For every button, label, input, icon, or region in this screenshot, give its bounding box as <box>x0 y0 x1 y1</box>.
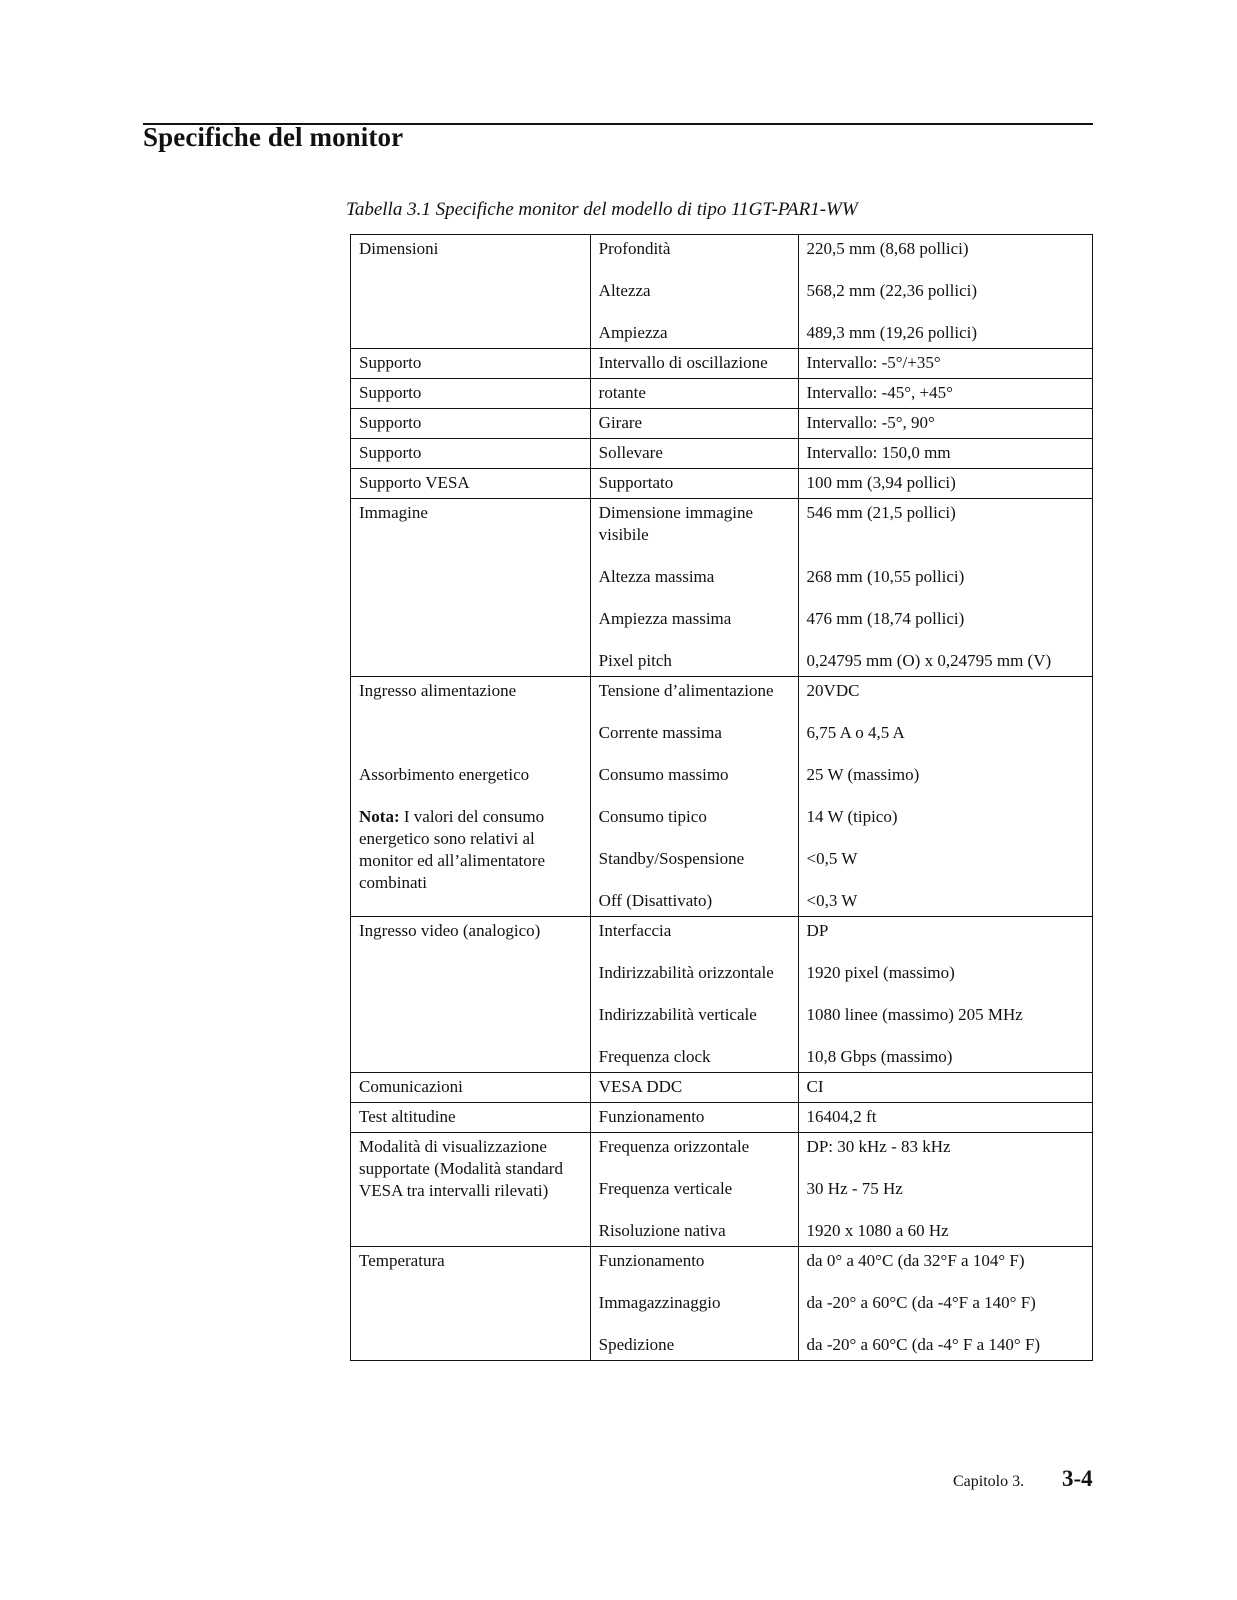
category-cell <box>351 439 591 469</box>
category-label: Supporto <box>359 353 422 372</box>
spec-item: rotante <box>598 383 646 402</box>
category-label: Modalità di visualizzazione supportate (Modalità standard VESA tra intervalli rilevati) <box>359 1137 563 1200</box>
spec-item: Frequenza clock <box>598 1047 711 1066</box>
spec-value: 16404,2 ft <box>806 1107 877 1126</box>
category-label: Supporto VESA <box>359 473 470 492</box>
spec-value: 30 Hz - 75 Hz <box>806 1179 903 1198</box>
spec-value: Intervallo: -5°/+35° <box>806 353 941 372</box>
spec-item: Off (Disattivato) <box>598 891 713 910</box>
category-cell <box>351 1247 591 1361</box>
table-row <box>351 379 1093 409</box>
category-label: Temperatura <box>359 1251 445 1270</box>
spec-item: Sollevare <box>598 443 663 462</box>
value-cell <box>798 349 1092 379</box>
category-label: Supporto <box>359 383 422 402</box>
category-cell <box>351 1073 591 1103</box>
spec-item: Pixel pitch <box>598 651 672 670</box>
spec-item: Indirizzabilità verticale <box>598 1005 757 1024</box>
spec-value: <0,3 W <box>806 891 858 910</box>
spec-item: Consumo massimo <box>598 765 729 784</box>
table-row <box>351 1133 1093 1247</box>
category-cell <box>351 469 591 499</box>
value-cell <box>798 439 1092 469</box>
spec-item: Frequenza verticale <box>598 1179 733 1198</box>
value-cell <box>798 235 1092 349</box>
spec-item: Girare <box>598 413 643 432</box>
spec-value: 220,5 mm (8,68 pollici) <box>806 239 969 258</box>
spec-item: Ampiezza <box>598 323 668 342</box>
spec-value: DP: 30 kHz - 83 kHz <box>806 1137 951 1156</box>
item-cell <box>590 235 798 349</box>
item-cell <box>590 1133 798 1247</box>
table-row <box>351 469 1093 499</box>
spec-value: da -20° a 60°C (da -4°F a 140° F) <box>806 1293 1036 1312</box>
value-cell <box>798 917 1092 1073</box>
item-cell <box>590 917 798 1073</box>
note-label: Nota: <box>359 807 400 826</box>
category-label: Comunicazioni <box>359 1077 463 1096</box>
category-label: Test altitudine <box>359 1107 456 1126</box>
category-label: Ingresso video (analogico) <box>359 921 541 940</box>
spec-item: Intervallo di oscillazione <box>598 353 768 372</box>
spec-item: Altezza <box>598 281 651 300</box>
value-cell <box>798 1247 1092 1361</box>
category-label: Supporto <box>359 413 422 432</box>
item-cell <box>590 499 798 677</box>
spec-value: Intervallo: 150,0 mm <box>806 443 951 462</box>
spec-item: Standby/Sospensione <box>598 849 745 868</box>
spec-value: 546 mm (21,5 pollici) <box>806 503 956 522</box>
spec-item: Altezza massima <box>598 567 715 586</box>
value-cell <box>798 1073 1092 1103</box>
spec-item: Funzionamento <box>598 1107 705 1126</box>
value-cell <box>798 1103 1092 1133</box>
table-row <box>351 1247 1093 1361</box>
category-cell <box>351 1133 591 1247</box>
spec-value: 476 mm (18,74 pollici) <box>806 609 965 628</box>
category-label: Ingresso alimentazione <box>359 681 517 700</box>
spec-value: 10,8 Gbps (massimo) <box>806 1047 953 1066</box>
spec-value: CI <box>806 1077 824 1096</box>
spec-item: Consumo tipico <box>598 807 707 826</box>
category-label: Immagine <box>359 503 428 522</box>
footer-chapter: Capitolo 3. <box>953 1473 1025 1490</box>
table-row <box>351 499 1093 677</box>
spec-value <box>807 544 1084 546</box>
category-cell <box>351 235 591 349</box>
item-cell <box>590 379 798 409</box>
table-row <box>351 1103 1093 1133</box>
item-cell <box>590 349 798 379</box>
value-cell <box>798 409 1092 439</box>
table-row <box>351 349 1093 379</box>
table-caption: Tabella 3.1 Specifiche monitor del modello di tipo 11GT-PAR1-WW <box>346 199 858 220</box>
item-cell <box>590 439 798 469</box>
item-cell <box>590 677 798 917</box>
item-cell <box>590 469 798 499</box>
power-note <box>359 806 582 894</box>
spec-item: Corrente massima <box>598 723 722 742</box>
category-cell <box>351 917 591 1073</box>
value-cell <box>798 379 1092 409</box>
table-row <box>351 1073 1093 1103</box>
category-cell <box>351 1103 591 1133</box>
category-cell <box>351 409 591 439</box>
spec-value: 20VDC <box>806 681 860 700</box>
value-cell <box>798 469 1092 499</box>
value-cell <box>798 677 1092 917</box>
spec-item: Frequenza orizzontale <box>598 1137 750 1156</box>
table-row <box>351 235 1093 349</box>
spec-item: Funzionamento <box>598 1251 705 1270</box>
spec-item: Risoluzione nativa <box>598 1221 726 1240</box>
category-cell <box>351 379 591 409</box>
value-cell <box>798 499 1092 677</box>
spec-table-body <box>351 235 1093 1361</box>
spec-value: 1920 x 1080 a 60 Hz <box>806 1221 949 1240</box>
spec-value: da -20° a 60°C (da -4° F a 140° F) <box>806 1335 1041 1354</box>
footer-page-number: 3-4 <box>1062 1466 1093 1491</box>
table-row <box>351 917 1093 1073</box>
category-cell <box>351 349 591 379</box>
spec-value: DP <box>806 921 829 940</box>
item-cell <box>590 1247 798 1361</box>
spec-item: Indirizzabilità orizzontale <box>598 963 774 982</box>
spec-value: da 0° a 40°C (da 32°F a 104° F) <box>806 1251 1025 1270</box>
spec-value: Intervallo: -45°, +45° <box>806 383 953 402</box>
spec-item: VESA DDC <box>598 1077 683 1096</box>
item-cell <box>590 1073 798 1103</box>
item-cell <box>590 409 798 439</box>
spec-value: 1920 pixel (massimo) <box>806 963 955 982</box>
spec-item: Immagazzinaggio <box>598 1293 721 1312</box>
page-title: Specifiche del monitor <box>143 122 404 152</box>
table-row <box>351 677 1093 917</box>
note-text: I valori del consumo energetico sono relativi al monitor ed all’alimentatore combinati <box>359 807 545 892</box>
category-label: Supporto <box>359 443 422 462</box>
item-cell <box>590 1103 798 1133</box>
spec-value: 489,3 mm (19,26 pollici) <box>806 323 978 342</box>
spec-value: 568,2 mm (22,36 pollici) <box>806 281 978 300</box>
category-cell <box>351 677 591 917</box>
spec-item: Tensione d’alimentazione <box>598 681 774 700</box>
spec-item: Profondità <box>598 239 671 258</box>
spec-item: Spedizione <box>598 1335 675 1354</box>
spec-value: 14 W (tipico) <box>806 807 898 826</box>
spec-value: Intervallo: -5°, 90° <box>806 413 935 432</box>
spec-value: 268 mm (10,55 pollici) <box>806 567 965 586</box>
spec-item: Dimensione immagine visibile <box>598 503 754 544</box>
spec-value: <0,5 W <box>806 849 858 868</box>
table-row <box>351 439 1093 469</box>
power-consumption-label: Assorbimento energetico <box>359 765 530 784</box>
spec-item: Ampiezza massima <box>598 609 732 628</box>
spec-value: 0,24795 mm (O) x 0,24795 mm (V) <box>806 651 1052 670</box>
spec-value: 100 mm (3,94 pollici) <box>806 473 956 492</box>
table-row <box>351 409 1093 439</box>
spec-item: Supportato <box>598 473 674 492</box>
spec-table <box>350 234 1093 1361</box>
spec-value: 25 W (massimo) <box>806 765 920 784</box>
category-cell <box>351 499 591 677</box>
category-label: Dimensioni <box>359 239 439 258</box>
spec-value: 1080 linee (massimo) 205 MHz <box>806 1005 1023 1024</box>
spec-value: 6,75 A o 4,5 A <box>806 723 905 742</box>
value-cell <box>798 1133 1092 1247</box>
spec-item: Interfaccia <box>598 921 672 940</box>
